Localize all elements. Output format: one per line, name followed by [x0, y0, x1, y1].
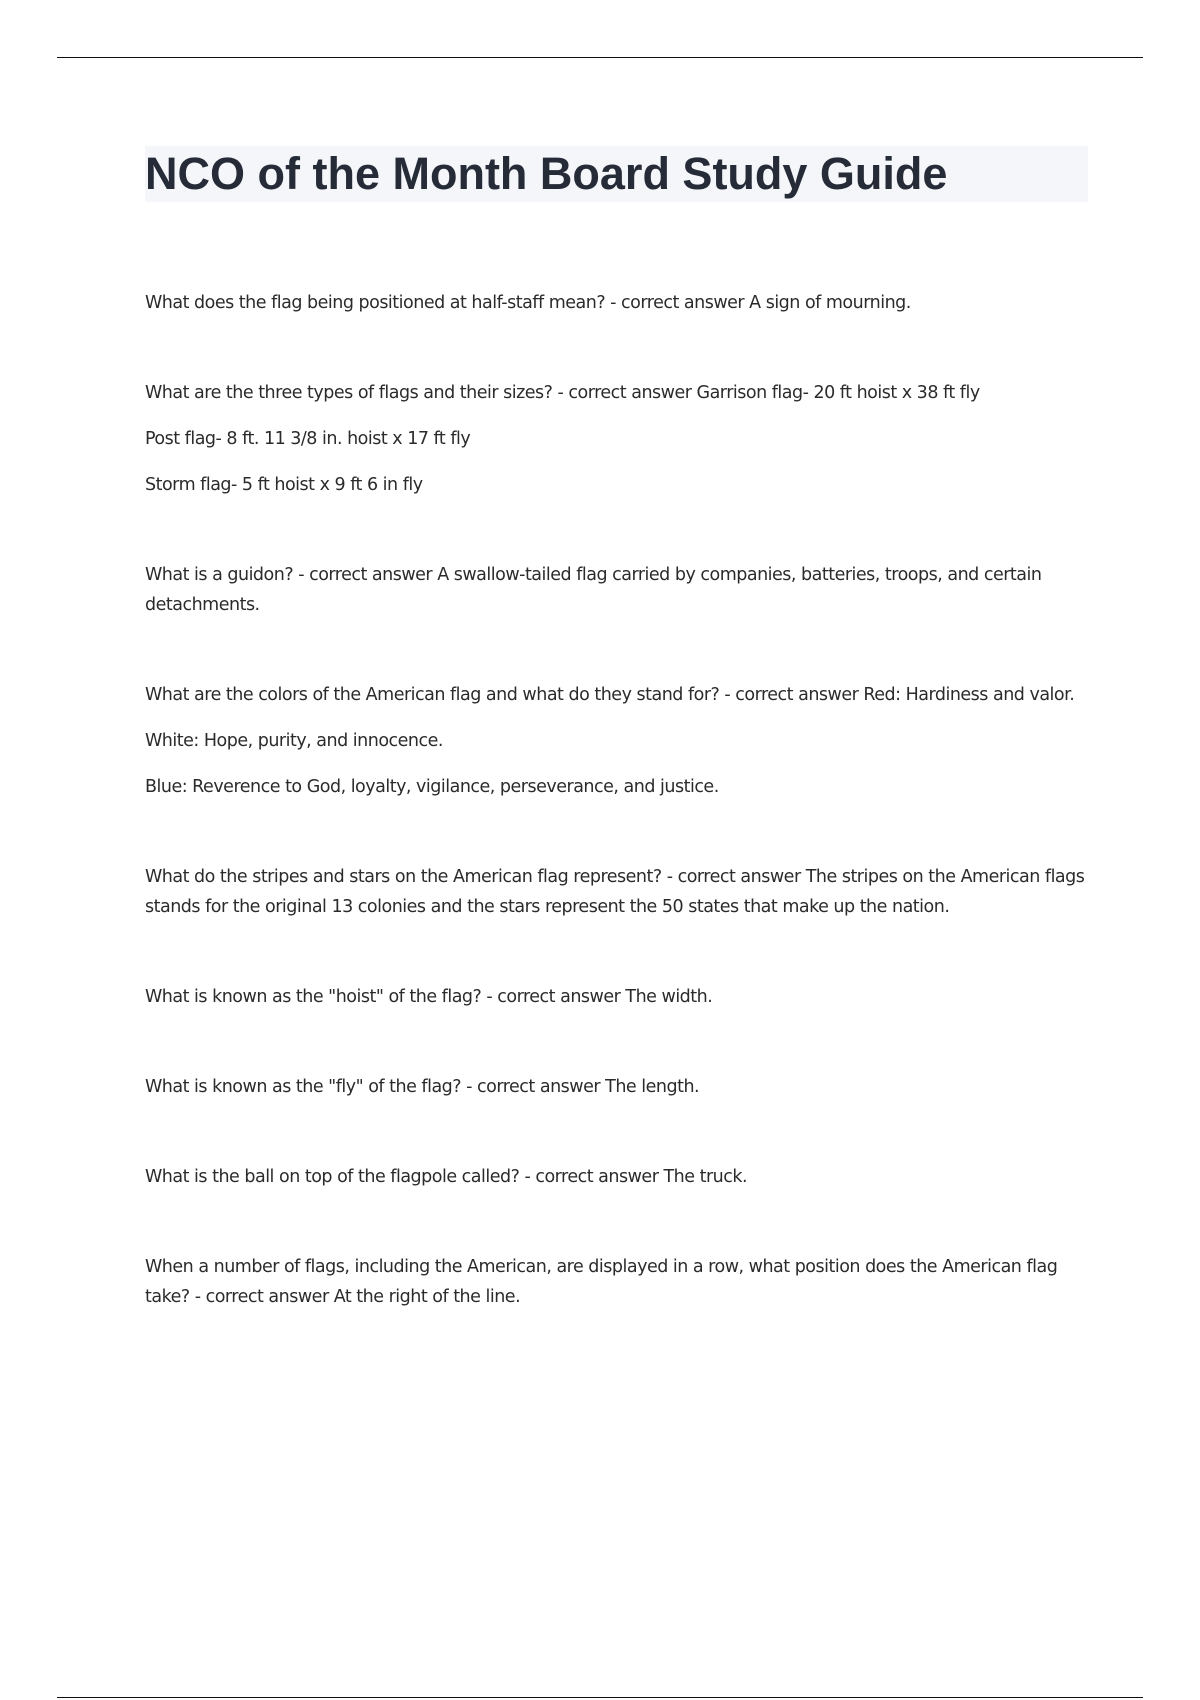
answer-separator: - correct answer: [461, 1077, 606, 1097]
qa-list: [145, 288, 1090, 1372]
qa-line: [145, 982, 1090, 1012]
answer-separator: - correct answer: [189, 1287, 334, 1307]
qa-line: [145, 1252, 1090, 1312]
qa-line: [145, 378, 1090, 408]
question-text: When a number of flags, including the American, are displayed in a row, what position does the American flag take?: [145, 1257, 1058, 1307]
question-text: What does the flag being positioned at half-staff mean?: [145, 293, 606, 313]
answer-separator: - correct answer: [293, 565, 438, 585]
bottom-divider: [57, 1697, 1143, 1698]
qa-line: [145, 560, 1090, 620]
answer-text: Red: Hardiness and valor.: [863, 685, 1075, 705]
answer-separator: - correct answer: [519, 1167, 664, 1187]
answer-separator: - correct answer: [661, 867, 806, 887]
answer-text: The truck.: [663, 1167, 748, 1187]
question-text: What is a guidon?: [145, 565, 294, 585]
answer-text: The width.: [625, 987, 713, 1007]
answer-separator: - correct answer: [481, 987, 626, 1007]
qa-line: [145, 1162, 1090, 1192]
answer-text: At the right of the line.: [333, 1287, 521, 1307]
question-text: What do the stripes and stars on the American flag represent?: [145, 867, 662, 887]
qa-item-2: [145, 378, 1090, 500]
qa-item-6: [145, 982, 1090, 1012]
answer-text: Garrison flag- 20 ft hoist x 38 ft fly: [696, 383, 980, 403]
question-text: What is the ball on top of the flagpole called?: [145, 1167, 520, 1187]
qa-item-8: [145, 1162, 1090, 1192]
question-text: What is known as the "hoist" of the flag?: [145, 987, 482, 1007]
answer-continuation: Blue: Reverence to God, loyalty, vigilance, perseverance, and justice.: [145, 777, 719, 797]
qa-line: [145, 1072, 1090, 1102]
answer-continuation: White: Hope, purity, and innocence.: [145, 731, 443, 751]
qa-line: [145, 862, 1090, 922]
qa-item-4: [145, 680, 1090, 802]
question-text: What are the colors of the American flag and what do they stand for?: [145, 685, 720, 705]
page-title: NCO of the Month Board Study Guide: [145, 148, 948, 199]
answer-text: The length.: [605, 1077, 700, 1097]
qa-item-7: [145, 1072, 1090, 1102]
answer-separator: - correct answer: [605, 293, 750, 313]
qa-item-1: [145, 288, 1090, 318]
answer-continuation: Post flag- 8 ft. 11 3/8 in. hoist x 17 ft fly: [145, 429, 471, 449]
answer-text: The stripes on the American flags stands for the original 13 colonies and the stars represent the 50 states that make up the nation.: [145, 867, 1085, 917]
qa-item-5: [145, 862, 1090, 922]
answer-separator: - correct answer: [552, 383, 697, 403]
qa-line: [145, 288, 1090, 318]
answer-continuation: Storm flag- 5 ft hoist x 9 ft 6 in fly: [145, 475, 423, 495]
answer-text: A sign of mourning.: [749, 293, 911, 313]
question-text: What are the three types of flags and their sizes?: [145, 383, 553, 403]
question-text: What is known as the "fly" of the flag?: [145, 1077, 462, 1097]
qa-line: [145, 680, 1090, 710]
answer-text: A swallow-tailed flag carried by companies, batteries, troops, and certain detachments.: [145, 565, 1042, 615]
answer-separator: - correct answer: [719, 685, 864, 705]
qa-item-3: [145, 560, 1090, 620]
top-divider: [57, 57, 1143, 58]
qa-item-9: [145, 1252, 1090, 1312]
